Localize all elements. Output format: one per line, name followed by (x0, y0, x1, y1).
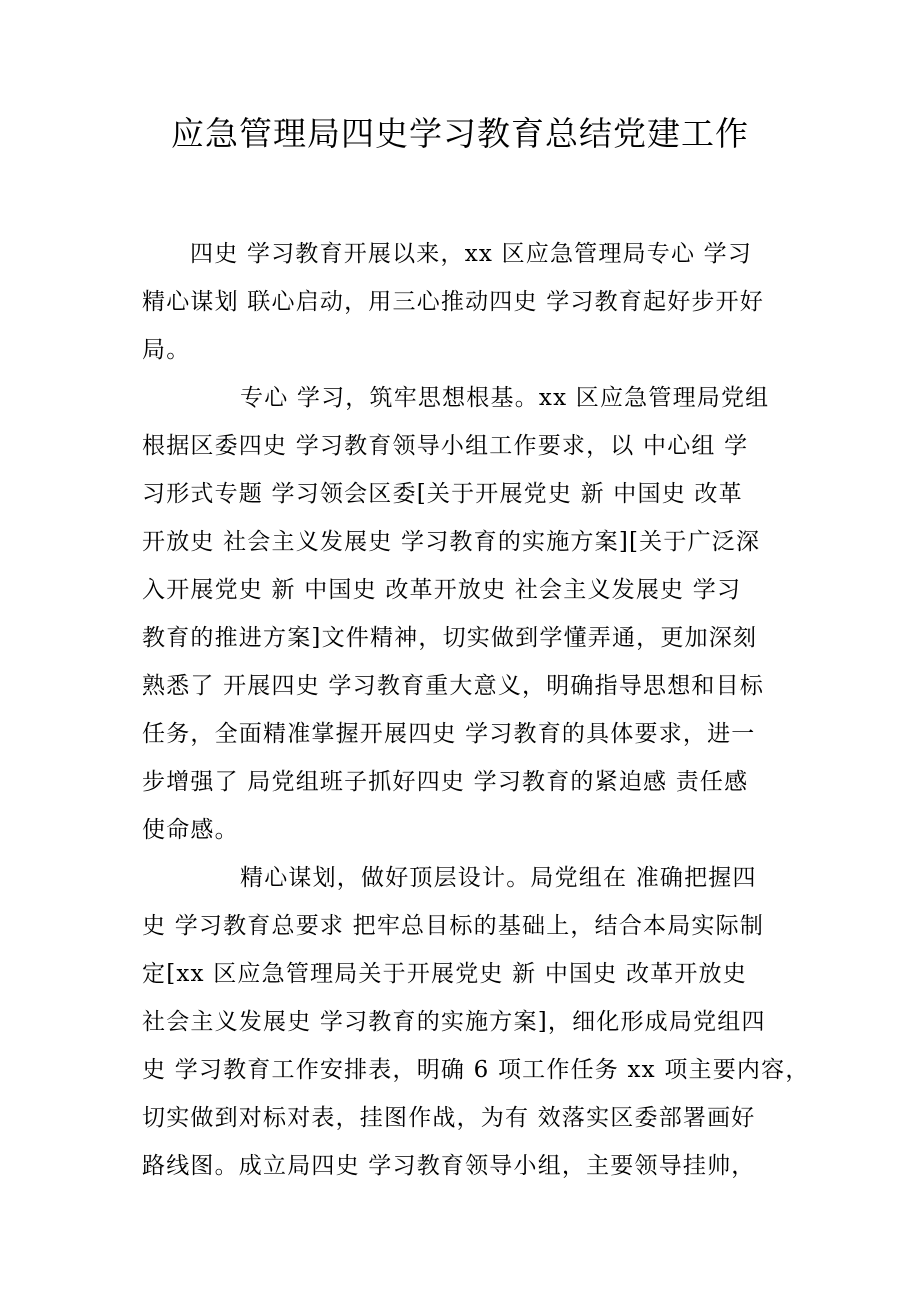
paragraph-line: 路线图。成立局四史 学习教育领导小组，主要领导挂帅， (142, 1153, 756, 1179)
paragraph-line: 精心谋划，做好顶层设计。局党组在 准确把握四 (240, 865, 757, 891)
paragraph-line: 史 学习教育工作安排表，明确 6 项工作任务 xx 项主要内容， (142, 1057, 810, 1083)
paragraph-line: 步增强了 局党组班子抓好四史 学习教育的紧迫感 责任感 (142, 769, 749, 795)
paragraph-2 (142, 374, 792, 854)
paragraph-line: 习形式专题 学习领会区委[关于开展党史 新 中国史 改革 (142, 481, 743, 507)
paragraph-line: 使命感。 (142, 817, 239, 843)
paragraph-line: 定[xx 区应急管理局关于开展党史 新 中国史 改革开放史 (142, 961, 747, 987)
paragraph-1 (142, 230, 792, 374)
paragraph-line: 任务，全面精准掌握开展四史 学习教育的具体要求，进一 (142, 721, 756, 747)
document-title: 应急管理局四史学习教育总结党建工作 (171, 114, 749, 153)
paragraph-line: 史 学习教育总要求 把牢总目标的基础上，结合本局实际制 (142, 913, 765, 939)
paragraph-line: 熟悉了 开展四史 学习教育重大意义，明确指导思想和目标 (142, 673, 765, 699)
paragraph-line: 四史 学习教育开展以来，xx 区应急管理局专心 学习 (190, 241, 753, 267)
paragraph-line: 专心 学习，筑牢思想根基。xx 区应急管理局党组 (240, 385, 770, 411)
paragraph-line: 社会主义发展史 学习教育的实施方案]，细化形成局党组四 (142, 1009, 766, 1035)
paragraph-line: 教育的推进方案]文件精神，切实做到学懂弄通，更加深刻 (142, 625, 758, 651)
paragraph-line: 局。 (142, 337, 191, 363)
paragraph-line: 切实做到对标对表，挂图作战，为有 效落实区委部署画好 (142, 1105, 756, 1131)
paragraph-line: 入开展党史 新 中国史 改革开放史 社会主义发展史 学习 (142, 577, 742, 603)
paragraph-3 (142, 854, 810, 1190)
paragraph-line: 精心谋划 联心启动，用三心推动四史 学习教育起好步开好 (142, 289, 765, 315)
paragraph-line: 根据区委四史 学习教育领导小组工作要求，以 中心组 学 (142, 433, 749, 459)
paragraph-line: 开放史 社会主义发展史 学习教育的实施方案][关于广泛深 (142, 529, 761, 555)
